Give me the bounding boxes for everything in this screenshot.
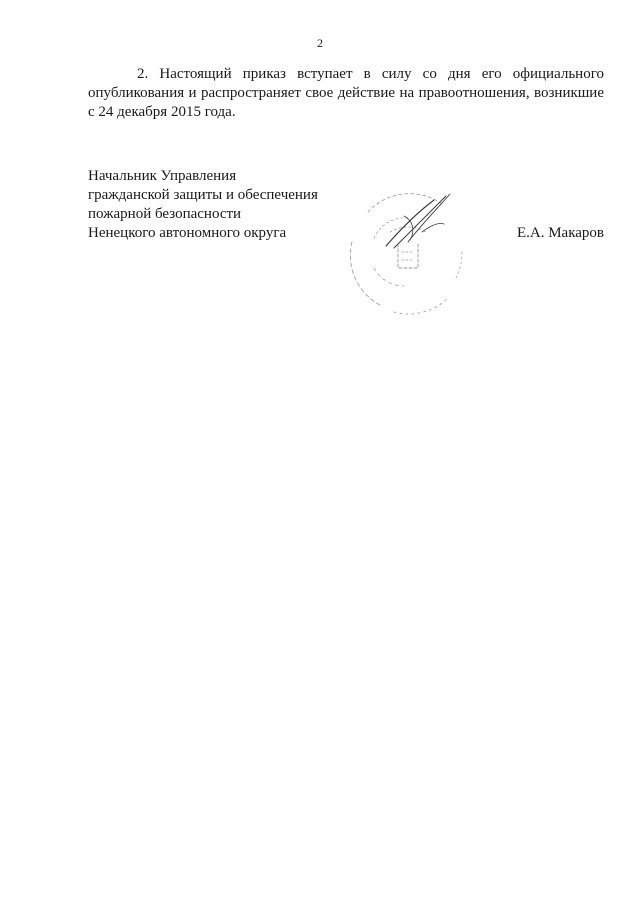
signature-block (88, 167, 608, 317)
order-paragraph-2: 2. Настоящий приказ вступает в силу со дня его официального опубликования и распространяет свое действие на правоотношения, возникшие с 24 декабря 2015 года. (88, 66, 604, 120)
signer-position-line-2: гражданской защиты и обеспечения (88, 187, 318, 203)
signer-position-line-1: Начальник Управления (88, 168, 237, 184)
signer-position-line-3: пожарной безопасности (88, 206, 242, 222)
signer-position-line-4: Ненецкого автономного округа (88, 225, 287, 241)
signer-name: Е.А. Макаров (516, 225, 604, 241)
signer-position (88, 167, 318, 243)
page-number: 2 (317, 36, 323, 50)
order-body (88, 65, 604, 122)
official-seal-icon (338, 182, 478, 322)
